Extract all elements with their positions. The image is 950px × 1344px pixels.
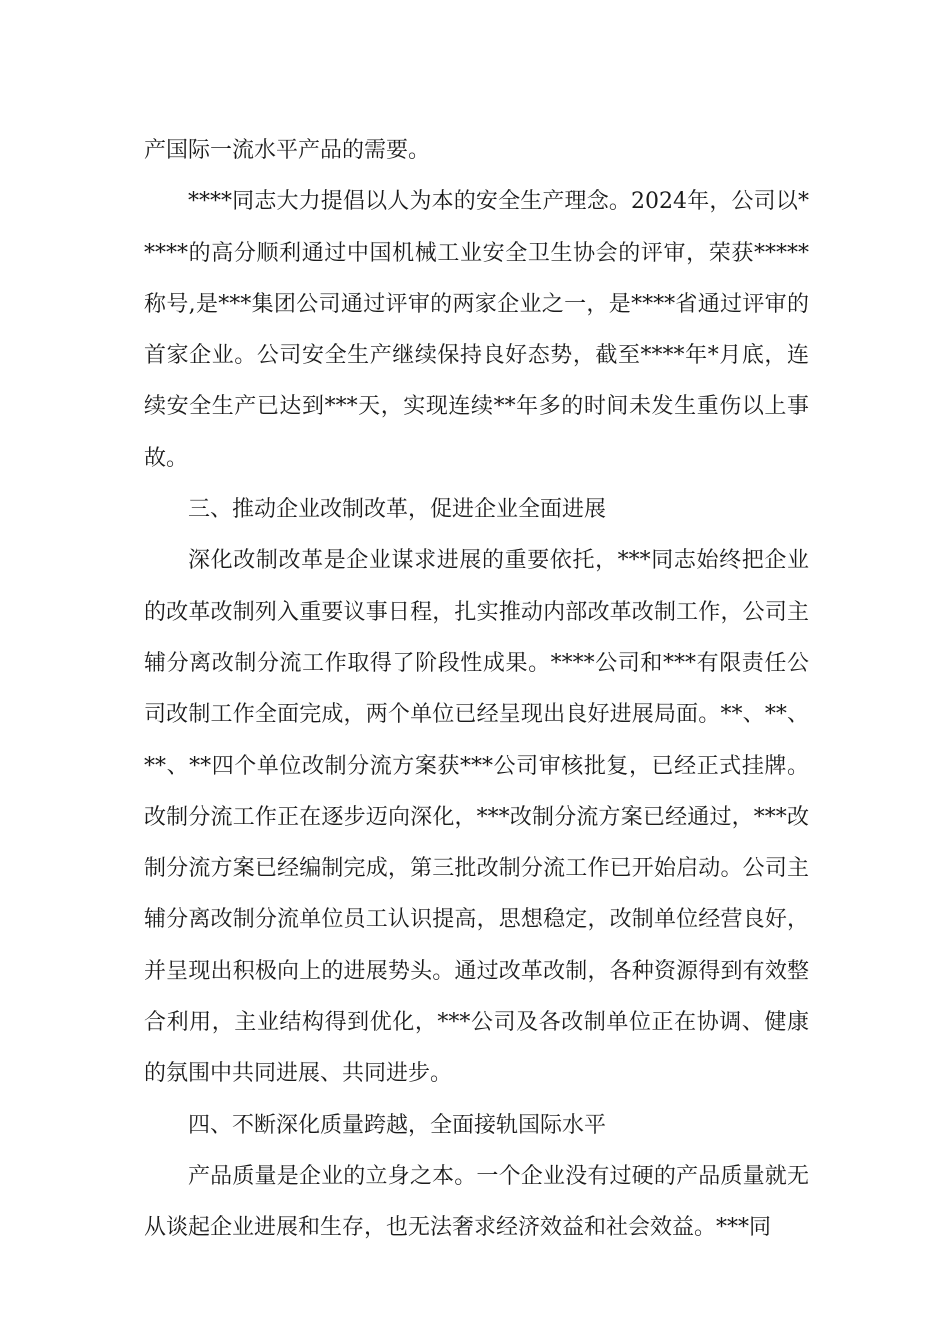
section-heading-reform: 三、推动企业改制改革，促进企业全面进展 bbox=[188, 497, 607, 523]
document-body bbox=[144, 125, 809, 1254]
paragraph-reform: 深化改制改革是企业谋求进展的重要依托，***同志始终把企业的改革改制列入重要议事日程，扎实推动内部改革改制工作，公司主辅分离改制分流工作取得了阶段性成果。****公司和***有限责任公司改制工作全面完成，两个单位已经呈现出良好进展局面。**、**、**、**四个单位改制分流方案获***公司审核批复，已经正式挂牌。改制分流工作正在逐步迈向深化，***改制分流方案已经通过，***改制分流方案已经编制完成，第三批改制分流工作已开始启动。公司主辅分离改制分流单位员工认识提高，思想稳定，改制单位经营良好，并呈现出积极向上的进展势头。通过改革改制，各种资源得到有效整合利用，主业结构得到优化，***公司及各改制单位正在协调、健康的氛围中共同进展、共同进步。 bbox=[144, 548, 809, 1087]
paragraph-continuation: 产国际一流水平产品的需要。 bbox=[144, 138, 431, 163]
paragraph-safety-production: ****同志大力提倡以人为本的安全生产理念。2024年，公司以*****的高分顺利通过中国机械工业安全卫生协会的评审，荣获*****称号,是***集团公司通过评审的两家企业之一，是****省通过评审的首家企业。公司安全生产继续保持良好态势，截至****年*月底，连续安全生产已达到***天，实现连续**年多的时间未发生重伤以上事故。 bbox=[144, 189, 809, 471]
section-heading-quality: 四、不断深化质量跨越，全面接轨国际水平 bbox=[188, 1112, 607, 1138]
paragraph-quality: 产品质量是企业的立身之本。一个企业没有过硬的产品质量就无从谈起企业进展和生存，也无法奢求经济效益和社会效益。***同 bbox=[144, 1163, 809, 1241]
